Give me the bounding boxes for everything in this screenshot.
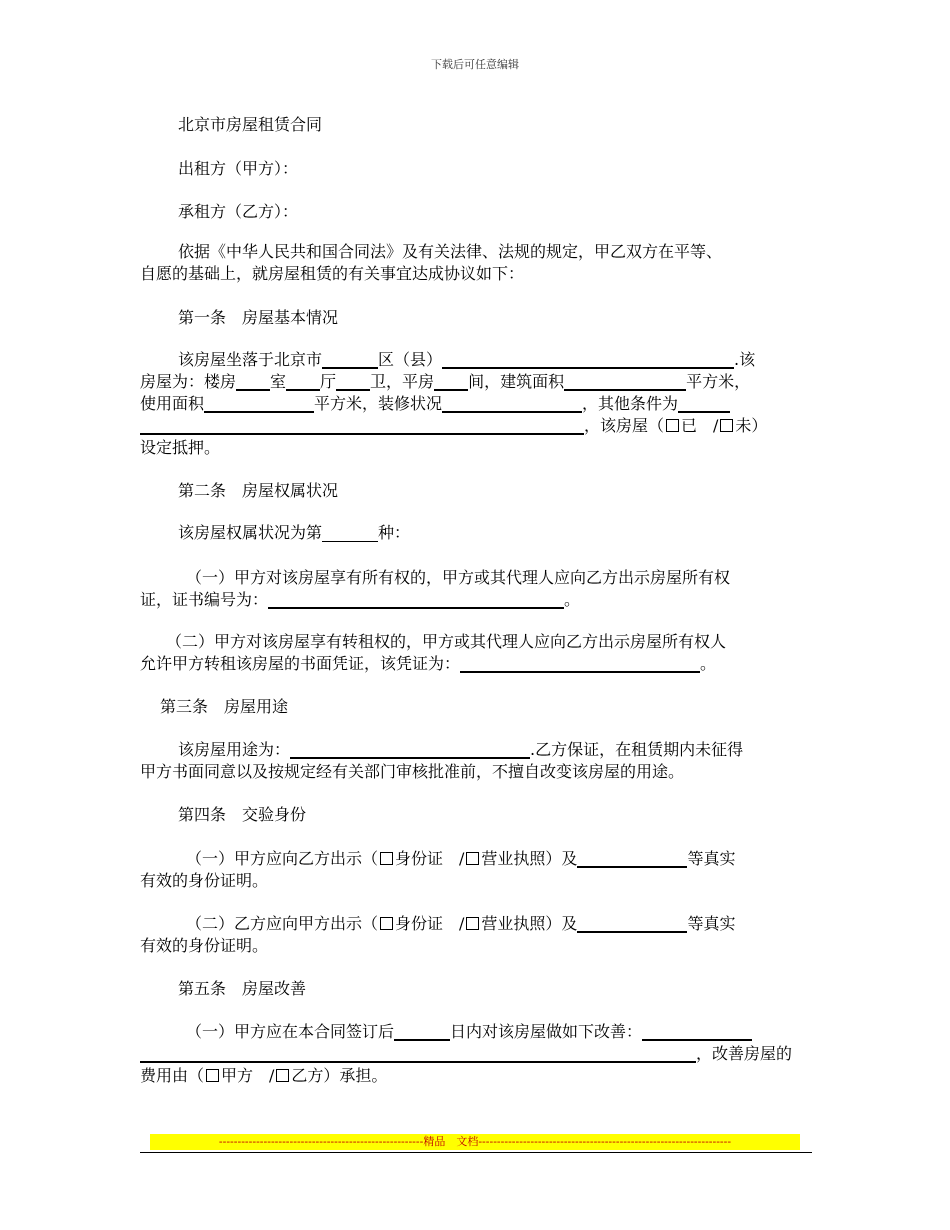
other-conditions-blank[interactable]: [678, 393, 730, 413]
page-header: 下载后可任意编辑: [431, 58, 519, 71]
article-4-heading: 第四条 交验身份: [178, 805, 307, 824]
text: 该房屋坐落于北京市: [178, 350, 323, 369]
text: 允许甲方转租该房屋的书面凭证，该凭证为：: [140, 654, 461, 673]
mortgaged-checkbox[interactable]: [666, 419, 679, 432]
article-5-clause-1: [140, 1021, 812, 1087]
text: （一）甲方对该房屋享有所有权的，甲方或其代理人应向乙方出示房屋所有权: [186, 568, 731, 587]
text: 该房屋用途为：: [178, 740, 291, 759]
footer-banner: [150, 1134, 800, 1150]
lessee-id-blank[interactable]: [577, 913, 687, 933]
text: 未）: [735, 416, 768, 435]
id-card-checkbox[interactable]: [380, 917, 393, 930]
text: 费用由（: [140, 1066, 205, 1085]
footer-rule: [140, 1152, 812, 1153]
address-blank[interactable]: [442, 349, 734, 369]
article-2-heading: 第二条 房屋权属状况: [178, 481, 339, 500]
article-2-clause-1: [140, 567, 812, 611]
text: ，其他条件为: [582, 394, 679, 413]
days-blank[interactable]: [394, 1021, 450, 1041]
decoration-blank[interactable]: [442, 393, 582, 413]
improvements-blank[interactable]: [642, 1021, 752, 1041]
sublease-proof-blank[interactable]: [460, 653, 700, 673]
bungalow-rooms-blank[interactable]: [434, 371, 468, 391]
text: 日内对该房屋做如下改善：: [450, 1022, 643, 1041]
text: （二）甲方对该房屋享有转租权的，甲方或其代理人应向乙方出示房屋所有权人: [166, 632, 727, 651]
text: .该: [734, 350, 756, 369]
text: 室: [270, 372, 287, 391]
text: 身份证 /: [395, 849, 465, 868]
lessee-pays-checkbox[interactable]: [276, 1069, 289, 1082]
not-mortgaged-checkbox[interactable]: [720, 419, 733, 432]
text: 该房屋权属状况为第: [178, 523, 323, 542]
text: （一）甲方应向乙方出示（: [186, 849, 379, 868]
text: 有效的身份证明。: [140, 936, 269, 955]
footer-dashes: -------------------------------------------------------: [218, 1135, 424, 1148]
usage-blank[interactable]: [290, 739, 530, 759]
baths-blank[interactable]: [336, 371, 370, 391]
rooms-blank[interactable]: [236, 371, 270, 391]
floor-area-blank[interactable]: [564, 371, 686, 391]
lessor-id-blank[interactable]: [577, 848, 687, 868]
lessor-pays-checkbox[interactable]: [206, 1069, 219, 1082]
certificate-number-blank[interactable]: [268, 589, 564, 609]
text: 等真实: [687, 849, 736, 868]
halls-blank[interactable]: [286, 371, 320, 391]
text: 有效的身份证明。: [140, 871, 269, 890]
article-2-clause-2: [140, 631, 812, 675]
business-license-checkbox[interactable]: [466, 917, 479, 930]
article-2-type-line: [140, 522, 812, 544]
text: 平方米，装修状况: [314, 394, 443, 413]
text: 。: [564, 590, 581, 609]
text: 身份证 /: [395, 914, 465, 933]
article-1-heading: 第一条 房屋基本情况: [178, 308, 339, 327]
text: ，该房屋（: [584, 416, 665, 435]
contract-title: 北京市房屋租赁合同: [178, 115, 323, 134]
text: 甲方 /: [221, 1066, 275, 1085]
footer-label: 精品 文档: [423, 1135, 479, 1148]
text: ，改善房屋的: [696, 1044, 793, 1063]
text: 营业执照）及: [481, 849, 578, 868]
article-4-clause-2: [140, 913, 812, 957]
text: 厅: [320, 372, 337, 391]
article-3-body: [140, 739, 812, 783]
usable-area-blank[interactable]: [204, 393, 314, 413]
article-1-body: [140, 349, 812, 459]
text: 证，证书编号为：: [140, 590, 269, 609]
text: （二）乙方应向甲方出示（: [186, 914, 379, 933]
id-card-checkbox[interactable]: [380, 852, 393, 865]
text: 乙方）承担。: [291, 1066, 388, 1085]
text: 。: [700, 654, 717, 673]
text: 甲方书面同意以及按规定经有关部门审核批准前，不擅自改变该房屋的用途。: [140, 762, 685, 781]
footer-dashes: --------------------------------------------------------------------: [478, 1135, 732, 1148]
text: （一）甲方应在本合同签订后: [186, 1022, 395, 1041]
text: .乙方保证，在租赁期内未征得: [530, 740, 744, 759]
business-license-checkbox[interactable]: [466, 852, 479, 865]
text: 使用面积: [140, 394, 205, 413]
text: 营业执照）及: [481, 914, 578, 933]
text: 平方米，: [686, 372, 751, 391]
article-4-clause-1: [140, 848, 812, 892]
intro-paragraph: [140, 241, 812, 285]
lessor-line: 出租方（甲方）：: [178, 159, 299, 178]
other-conditions-blank-cont[interactable]: [140, 415, 584, 435]
text: 间，建筑面积: [468, 372, 565, 391]
article-3-heading: 第三条 房屋用途: [160, 697, 289, 716]
intro-line-1: 依据《中华人民共和国合同法》及有关法律、法规的规定，甲乙双方在平等、: [178, 242, 723, 261]
district-blank[interactable]: [322, 349, 378, 369]
lessee-line: 承租方（乙方）：: [178, 202, 299, 221]
text: 设定抵押。: [140, 438, 221, 457]
ownership-type-blank[interactable]: [322, 523, 378, 542]
improvements-blank-cont[interactable]: [140, 1043, 696, 1063]
text: 区（县）: [378, 350, 443, 369]
text: 种：: [378, 523, 411, 542]
intro-line-2: 自愿的基础上，就房屋租赁的有关事宜达成协议如下：: [140, 264, 525, 283]
text: 等真实: [687, 914, 736, 933]
article-5-heading: 第五条 房屋改善: [178, 979, 307, 998]
text: 房屋为：楼房: [140, 372, 237, 391]
text: 已 /: [681, 416, 719, 435]
text: 卫，平房: [370, 372, 435, 391]
